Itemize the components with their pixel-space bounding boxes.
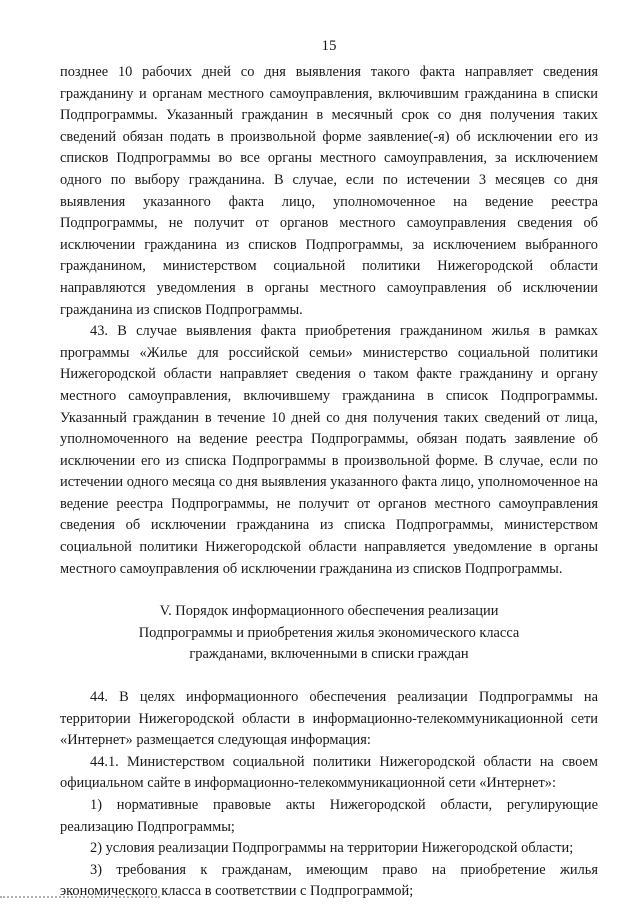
section-heading-line: гражданами, включенными в списки граждан <box>189 646 469 663</box>
list-item: 2) условия реализации Подпрограммы на территории Нижегородской области; <box>90 840 574 857</box>
section-heading-line: V. Порядок информационного обеспечения реализации <box>159 603 499 620</box>
paragraph-43: 43. В случае выявления факта приобретения гражданином жилья в рамках программы «Жилье для российской семьи» министерство социальной политики Нижегородской области направляет сведения о таком факте гражданину и органу местного самоуправления, включившему гражданина в список Подпрограммы. Указанный гражданин в течение 10 дней со дня получения таких сведений от лица, уполномоченного на ведение реестра Подпрограммы, обязан подать заявление об исключении его из списка Подпрограммы в произвольной форме. В случае, если по истечении одного месяца со дня выявления указанного факта лицо, уполномоченное на ведение реестра Подпрограммы, не получит от органов местного самоуправления сведения об исключении гражданина из списка Подпрограммы, министерством социальной политики Нижегородской области направляется уведомление в органы местного самоуправления об исключении гражданина из списков Подпрограммы. <box>60 323 598 577</box>
page-bottom-divider <box>0 896 160 898</box>
document-page <box>60 36 598 903</box>
list-item: 1) нормативные правовые акты Нижегородской области, регулирующие реализацию Подпрограммы; <box>60 797 598 835</box>
list-item: 3) требования к гражданам, имеющим право на приобретение жилья экономического класса в соответствии с Подпрограммой; <box>60 861 598 900</box>
paragraph-continuation: позднее 10 рабочих дней со дня выявления такого факта направляет сведения гражданину и органам местного самоуправления, включившим гражданина в списки Подпрограммы. Указанный гражданин в месячный срок со дня получения таких сведений обязан подать в произвольной форме заявление(-я) об исключении его из списков Подпрограммы во все органы местного самоуправления, за исключением одного по выбору гражданина. В случае, если по истечении 3 месяцев со дня выявления указанного факта лицо, уполномоченное на ведение реестра Подпрограммы, не получит от органов местного самоуправления сведения об исключении гражданина из списков Подпрограммы, за исключением выбранного гражданином, министерством социальной политики Нижегородской области направляются уведомления в органы местного самоуправления об исключении гражданина из списков Подпрограммы. <box>60 64 598 318</box>
page-number: 15 <box>321 38 337 54</box>
paragraph-44: 44. В целях информационного обеспечения реализации Подпрограммы на территории Нижегородской области в информационно-телекоммуникационной сети «Интернет» размещается следующая информация: <box>60 689 598 749</box>
section-heading-line: Подпрограммы и приобретения жилья экономического класса <box>138 624 520 641</box>
section-heading <box>60 601 598 666</box>
paragraph-44-1: 44.1. Министерством социальной политики Нижегородской области на своем официальном сайте в информационно-телекоммуникационной сети «Интернет»: <box>60 753 598 792</box>
